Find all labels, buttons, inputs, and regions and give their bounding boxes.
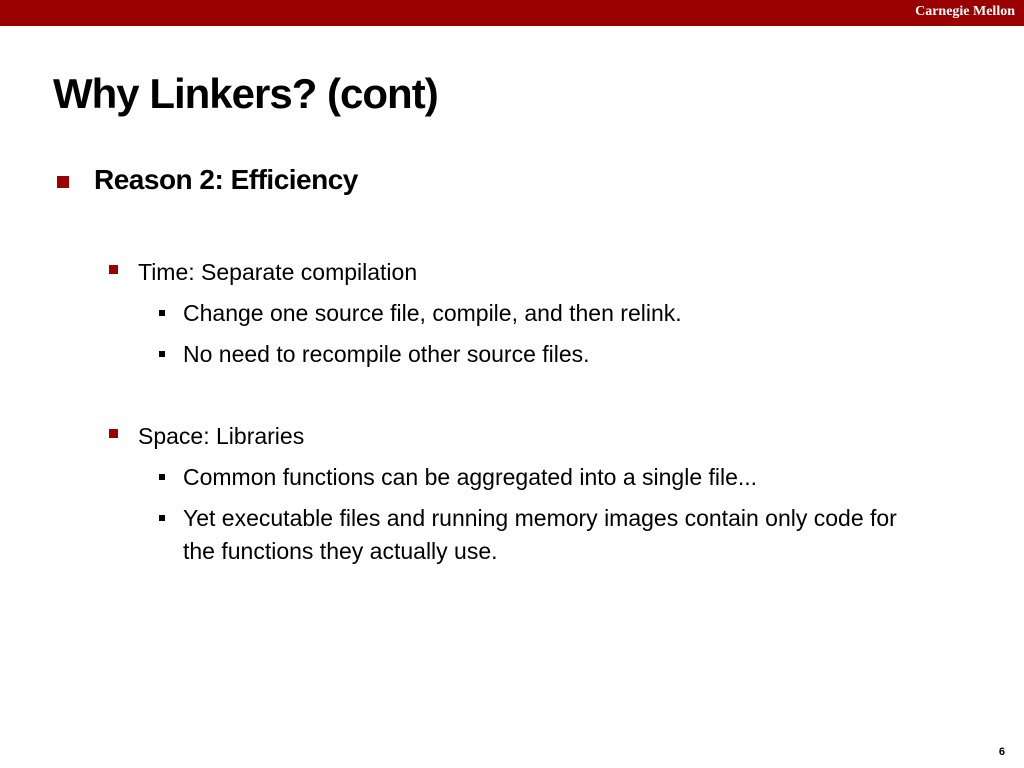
bullet-level2-text: Space: Libraries: [138, 423, 305, 449]
bullet-level3-text: No need to recompile other source files.: [183, 341, 590, 367]
slide-title: Why Linkers? (cont): [53, 70, 438, 117]
bullet-level3-text: Yet executable files and running memory images contain only code for the functions they actually use.: [183, 505, 897, 564]
bullet-level2-text: Time: Separate compilation: [138, 259, 418, 285]
bullet-level3-text: Common functions can be aggregated into a single file...: [183, 464, 758, 490]
bullet-square-icon: [109, 265, 118, 274]
bullet-square-icon: [159, 351, 165, 357]
header-bar: [0, 0, 1024, 26]
bullet-level1-text: Reason 2: Efficiency: [94, 164, 358, 195]
brand-label: Carnegie Mellon: [915, 4, 1015, 19]
page-number: 6: [998, 746, 1005, 758]
bullet-square-icon: [159, 310, 165, 316]
bullet-level3-text: Change one source file, compile, and then relink.: [183, 300, 682, 326]
bullet-square-icon: [159, 474, 165, 480]
bullet-square-icon: [57, 176, 69, 188]
bullet-square-icon: [109, 429, 118, 438]
bullet-square-icon: [159, 515, 165, 521]
